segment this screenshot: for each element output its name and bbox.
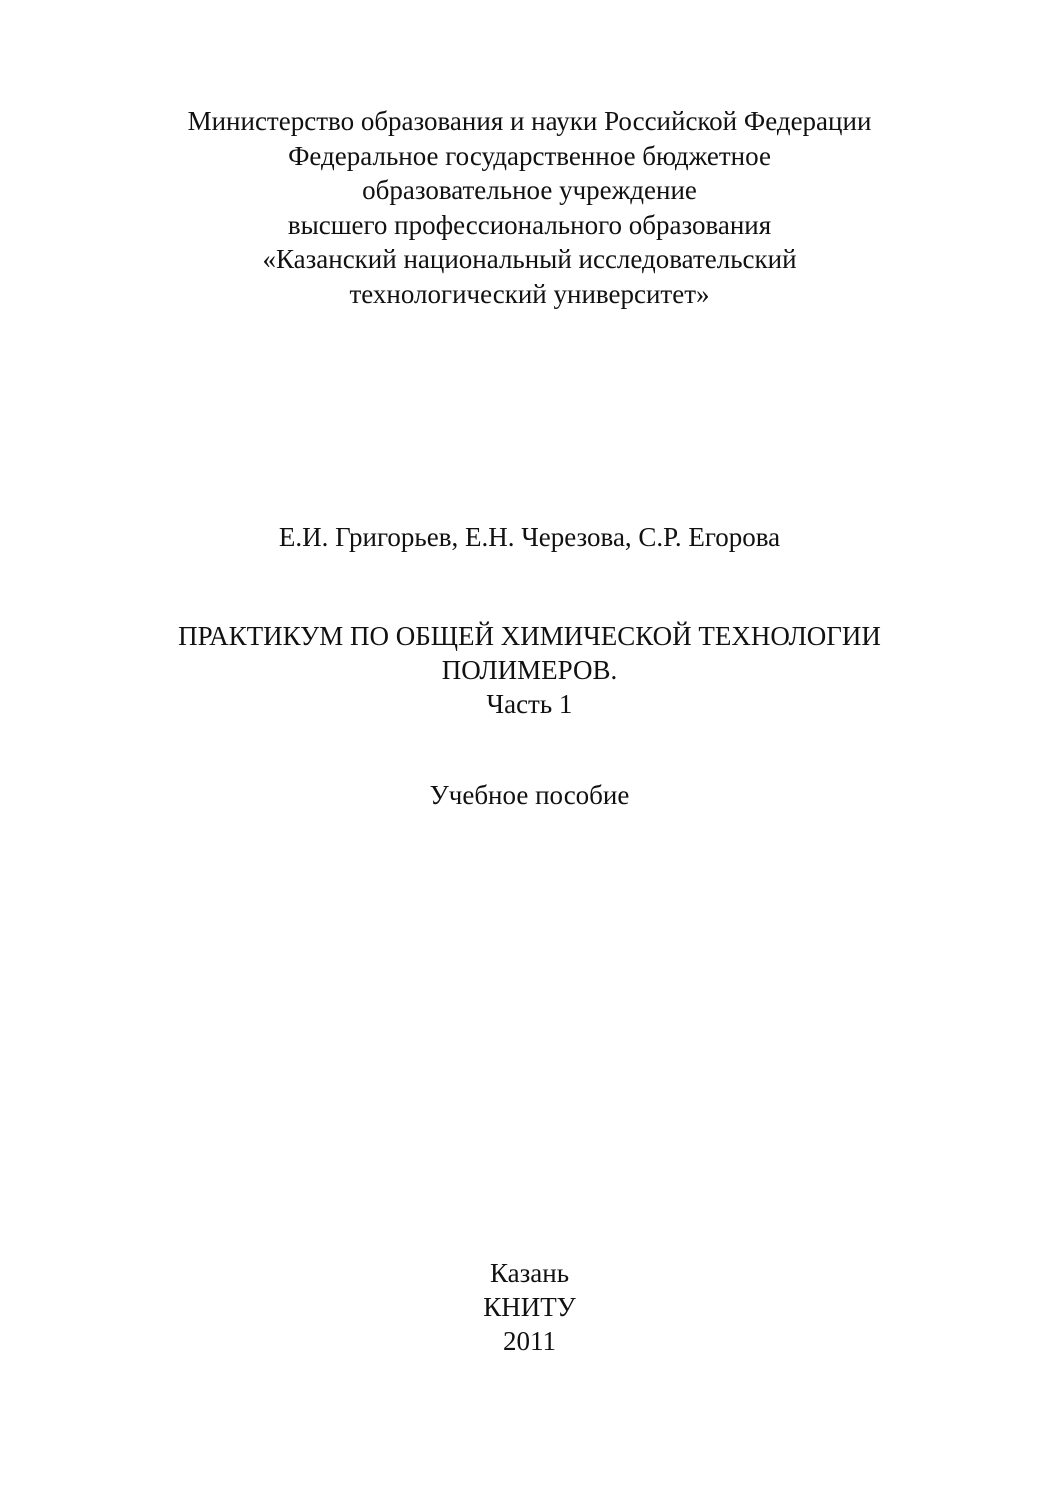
book-title-line-2: ПОЛИМЕРОВ. xyxy=(441,655,618,685)
imprint-city: Казань xyxy=(489,1258,570,1288)
book-part: Часть 1 xyxy=(486,689,573,719)
institution-header xyxy=(0,104,1059,312)
imprint-year: 2011 xyxy=(503,1326,556,1356)
institution-line-higher: высшего профессионального образования xyxy=(287,209,772,240)
authors-text: Е.И. Григорьев, Е.Н. Черезова, С.Р. Егорова xyxy=(278,522,781,552)
imprint-publisher: КНИТУ xyxy=(483,1292,576,1322)
institution-line-university-name: «Казанский национальный исследовательский xyxy=(262,244,797,275)
institution-line-ministry: Министерство образования и науки Российской Федерации xyxy=(187,106,872,136)
document-type-text: Учебное пособие xyxy=(429,780,630,810)
authors xyxy=(0,520,1059,554)
institution-line-federal: Федеральное государственное бюджетное xyxy=(288,140,771,171)
book-title-line-1: ПРАКТИКУМ ПО ОБЩЕЙ ХИМИЧЕСКОЙ ТЕХНОЛОГИИ xyxy=(178,621,881,651)
imprint xyxy=(0,1256,1059,1358)
document-type xyxy=(0,778,1059,812)
institution-line-educational: образовательное учреждение xyxy=(362,175,697,206)
institution-line-university-type: технологический университет» xyxy=(349,278,710,309)
book-title xyxy=(0,619,1059,721)
